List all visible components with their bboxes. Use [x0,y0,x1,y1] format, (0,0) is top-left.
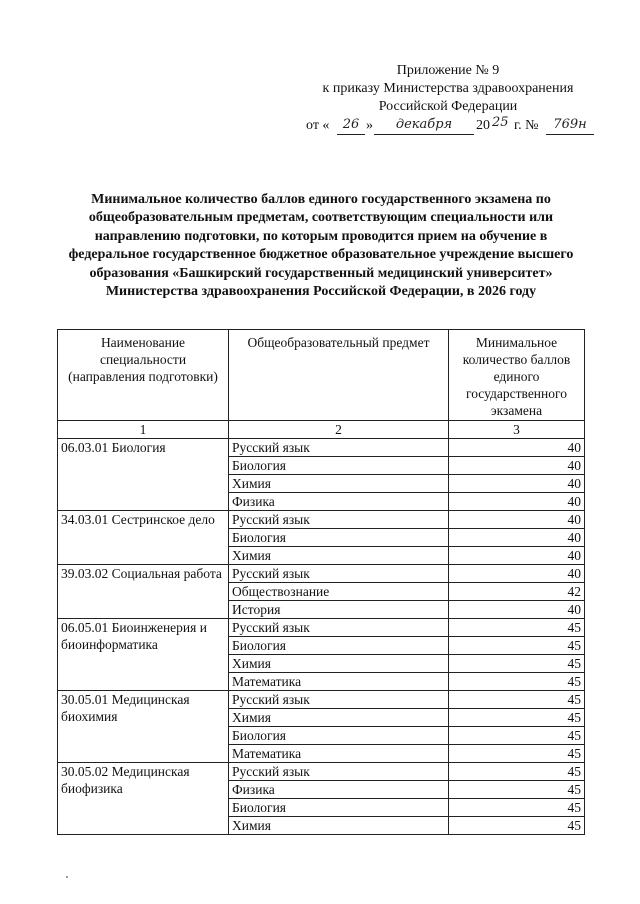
subject-cell: Математика [229,745,449,763]
subject-cell: Русский язык [229,619,449,637]
subject-cell: История [229,601,449,619]
subject-cell: Химия [229,655,449,673]
scan-speck [66,876,68,878]
score-cell: 45 [449,781,585,799]
number-label: г. № [514,118,539,133]
federation-line: Российской Федерации [378,99,518,114]
score-cell: 45 [449,637,585,655]
score-cell: 45 [449,763,585,781]
score-cell: 45 [449,727,585,745]
subject-cell: Физика [229,781,449,799]
year-prefix: 20 [476,118,490,133]
appendix-number: Приложение № 9 [396,63,500,78]
table-row [58,691,585,709]
score-cell: 40 [449,439,585,457]
column-number: 3 [449,421,585,439]
table-row [58,439,585,457]
header-specialty: Наименование специальности (направления подготовки) [58,330,229,421]
subject-cell: Химия [229,547,449,565]
date-mid: » [366,118,373,133]
specialty-name: 30.05.01 Медицинская биохимия [58,691,229,763]
subject-cell: Биология [229,529,449,547]
column-number-row [58,421,585,439]
specialty-name: 06.03.01 Биология [58,439,229,511]
subject-cell: Русский язык [229,763,449,781]
score-cell: 40 [449,493,585,511]
decree-date-line [300,116,596,136]
score-cell: 45 [449,745,585,763]
subject-cell: Химия [229,475,449,493]
document-title: Минимальное количество баллов единого государственного экзамена по общеобразовательным предметам, соответствующим специальности или направлению подготовки, по которым проводится прием на обучение в федеральное государственное бюджетное образовательное учреждение высшего образования «Башкирский государственный медицинский университет» Министерства здравоохранения Российской Федерации, в 2026 году [68,192,574,300]
score-cell: 45 [449,619,585,637]
date-prefix: от « [306,118,330,133]
subject-cell: Математика [229,673,449,691]
handwritten-number: 769н [546,116,594,135]
table-row [58,619,585,637]
specialty-name: 39.03.02 Социальная работа [58,565,229,619]
subject-cell: Русский язык [229,439,449,457]
score-cell: 45 [449,655,585,673]
subject-cell: Русский язык [229,565,449,583]
column-number: 2 [229,421,449,439]
handwritten-month: декабря [374,116,474,135]
score-cell: 40 [449,565,585,583]
column-number: 1 [58,421,229,439]
specialty-name: 06.05.01 Биоинженерия и биоинформатика [58,619,229,691]
score-cell: 40 [449,475,585,493]
subject-cell: Биология [229,457,449,475]
score-cell: 45 [449,691,585,709]
subject-cell: Биология [229,799,449,817]
subject-cell: Русский язык [229,691,449,709]
subject-cell: Химия [229,817,449,835]
subject-cell: Физика [229,493,449,511]
score-cell: 45 [449,799,585,817]
header-min-score: Минимальное количество баллов единого государственного экзамена [449,330,585,421]
subject-cell: Химия [229,709,449,727]
scores-table [57,329,585,835]
score-cell: 40 [449,457,585,475]
score-cell: 45 [449,817,585,835]
specialty-name: 30.05.02 Медицинская биофизика [58,763,229,835]
order-reference: к приказу Министерства здравоохранения [322,81,574,96]
score-cell: 42 [449,583,585,601]
subject-cell: Русский язык [229,511,449,529]
header-subject: Общеобразовательный предмет [229,330,449,421]
score-cell: 40 [449,547,585,565]
score-cell: 40 [449,511,585,529]
subject-cell: Биология [229,637,449,655]
score-cell: 40 [449,529,585,547]
score-cell: 45 [449,673,585,691]
table-row [58,565,585,583]
table-row [58,511,585,529]
subject-cell: Биология [229,727,449,745]
handwritten-year: 25 [492,115,509,130]
handwritten-day: 26 [337,116,365,135]
appendix-header [300,62,596,136]
subject-cell: Обществознание [229,583,449,601]
score-cell: 45 [449,709,585,727]
table-row [58,763,585,781]
specialty-name: 34.03.01 Сестринское дело [58,511,229,565]
table-header-row [58,330,585,421]
score-cell: 40 [449,601,585,619]
